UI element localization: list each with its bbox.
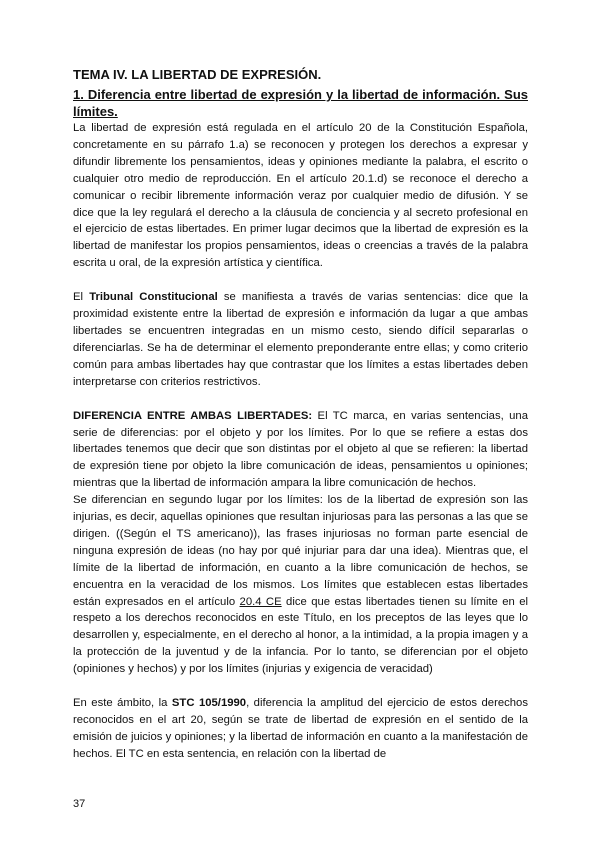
text-run: dice que estas libertades tienen su límite en el respeto a los derechos reconocidos en este Título, en los preceptos de las leyes que lo desarrollen y, especialmente, en el derecho al honor, a la intimidad, a la propia imagen y a la protección de la juventud y de la infancia. Por lo tanto, se diferencian por el objeto (opiniones y hechos) y por los límites (injurias y exigencia de veracidad)	[73, 595, 528, 676]
page-number: 37	[73, 798, 86, 810]
paragraph-limites	[73, 492, 528, 678]
section-heading: 1. Diferencia entre libertad de expresión y la libertad de información. Sus límites.	[73, 87, 528, 119]
bold-heading: DIFERENCIA ENTRE AMBAS LIBERTADES:	[73, 409, 313, 422]
bold-term: Tribunal Constitucional	[89, 291, 218, 304]
paragraph-intro: La libertad de expresión está regulada en el artículo 20 de la Constitución Española, concretamente en su párrafo 1.a) se reconocen y protegen los derechos a expresar y difundir libremente los pensamientos, ideas y opiniones mediante la palabra, el escrito o cualquier otro medio de reproducción. En el artículo 20.1.d) se reconoce el derecho a comunicar o recibir libremente información veraz por cualquier medio de difusión. Y se dice que la ley regulará el derecho a la cláusula de conciencia y al secreto profesional en el ejercicio de estas libertades. En primer lugar decimos que la libertad de expresión es la libertad de manifestar los propios pensamientos, ideas o creencias a través de la palabra escrita u oral, de la expresión artística y científica.	[73, 122, 528, 270]
chapter-title: TEMA IV. LA LIBERTAD DE EXPRESIÓN.	[73, 67, 322, 82]
text-run: El TC marca, en varias sentencias, una serie de diferencias: por el objeto y por los límites. Por lo que se refiere a estas dos libertades tenemos que decir que son distintas por el objeto al que se refieren: la libertad de expresión tiene por objeto la libre comunicación de ideas, pensamientos u opiniones; mientras que la libertad de información ampara la libre comunicación de hechos.	[73, 409, 528, 490]
bold-citation: STC 105/1990	[171, 697, 247, 710]
text-run: El	[73, 291, 90, 304]
paragraph-stc	[73, 695, 528, 763]
text-run: se manifiesta a través de varias sentencias: dice que la proximidad existente entre la libertad de expresión e información da lugar a que ambas libertades se encuentren integradas en un mismo cesto, siendo difícil separarlas o diferenciarlas. Se ha de determinar el elemento preponderante entre ellas; y como criterio común para ambas libertades hay que contrastar que los límites a estas libertades deben interpretarse con criterios restrictivos.	[73, 291, 528, 388]
paragraph-tribunal	[73, 289, 528, 390]
text-run: Se diferencian en segundo lugar por los límites: los de la libertad de expresión son las injurias, es decir, aquellas opiniones que resultan injuriosas para las personas a las que se dirigen. ((Según el TS americano)), las frases injuriosas no forman parte esencial de ninguna expresión de ideas (no hay por qué injuriar para dar una idea). Mientras que, el límite de la libertad de información, en cuanto a la libre comunicación de hechos, se encuentra en la veracidad de los mismos. Los límites que establecen estas libertades están expresados en el artículo	[73, 494, 528, 608]
text-run: En este ámbito, la	[73, 697, 172, 710]
paragraph-diferencia	[73, 408, 528, 493]
text-run: , diferencia la amplitud del ejercicio de estos derechos reconocidos en el art 20, según se trate de libertad de expresión en el sentido de la emisión de juicios y opiniones; y la libertad de información en cuanto a la manifestación de hechos. El TC en esta sentencia, en relación con la libertad de	[73, 697, 528, 760]
document-body	[73, 66, 528, 763]
article-link[interactable]: 20.4 CE	[239, 595, 282, 608]
